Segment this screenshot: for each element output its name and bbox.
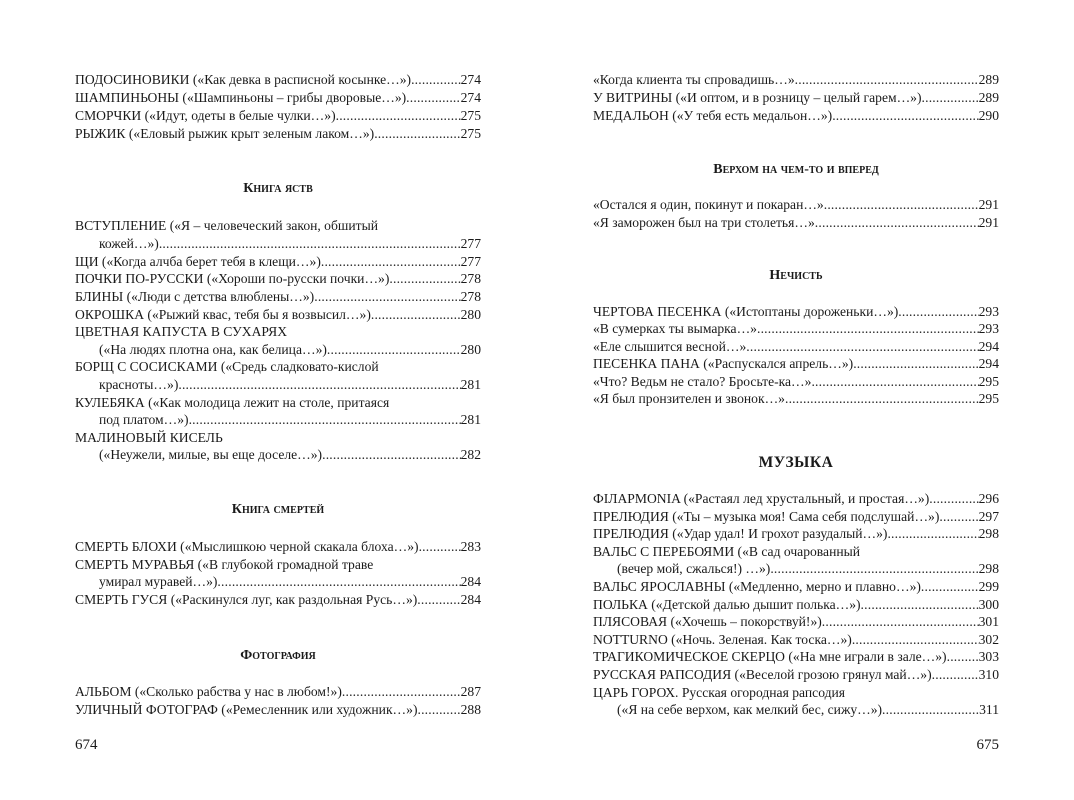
toc-page-number: 289: [978, 72, 999, 87]
toc-entry: «Я заморожен был на три столетья…» ..... 291: [593, 214, 999, 232]
major-section-heading: МУЗЫКА: [758, 454, 834, 471]
toc-entry-continuation: («Я на себе верхом, как мелкий бес, сижу…») ..... 311: [617, 701, 999, 719]
toc-entry: БОРЩ С СОСИСКАМИ («Средь сладковато-кислой: [75, 359, 379, 374]
toc-entry: ВАЛЬС ЯРОСЛАВНЫ («Медленно, мерно и плавно…») ..... 299: [593, 578, 999, 596]
toc-page-number: 278: [460, 271, 481, 286]
toc-page-number: 300: [978, 597, 999, 612]
toc-page-number: 275: [460, 108, 481, 123]
toc-page-number: 298: [978, 526, 999, 541]
toc-page-number: 294: [978, 339, 999, 354]
toc-entry: ПОДОСИНОВИКИ («Как девка в расписной косынке…») ..... 274: [75, 71, 481, 89]
toc-entry: NOTTURNO («Ночь. Зеленая. Как тоска…») ..... 302: [593, 631, 999, 649]
toc-entry: КУЛЕБЯКА («Как молодица лежит на столе, притаяся: [75, 395, 390, 410]
toc-entry: ВСТУПЛЕНИЕ («Я – человеческий закон, обшитый: [75, 218, 378, 233]
toc-page-number: 290: [978, 108, 999, 123]
toc-page-number: 295: [978, 391, 999, 406]
right-page: [593, 0, 999, 800]
toc-page-number: 297: [978, 509, 999, 524]
toc-page-number: 298: [978, 561, 999, 576]
toc-page-number: 288: [460, 702, 481, 717]
toc-entry-continuation: кожей…») ..... 277: [99, 235, 481, 253]
toc-page-number: 293: [978, 304, 999, 319]
page-number: 674: [75, 737, 98, 753]
toc-page-number: 310: [978, 667, 999, 682]
toc-page-number: 277: [460, 236, 481, 251]
toc-page-number: 301: [978, 614, 999, 629]
toc-entry: ПЕСЕНКА ПАНА («Распускался апрель…») ..... 294: [593, 355, 999, 373]
toc-entry: ОКРОШКА («Рыжий квас, тебя бы я возвысил…») ..... 280: [75, 306, 481, 324]
toc-entry: АЛЬБОМ («Сколько рабства у нас в любом!») ..... 287: [75, 683, 481, 701]
toc-entry: ПРЕЛЮДИЯ («Ты – музыка моя! Сама себя подслушай…») ..... 297: [593, 508, 999, 526]
toc-page-number: 281: [460, 377, 481, 392]
toc-page-number: 277: [460, 254, 481, 269]
toc-entry-continuation: красноты…») ..... 281: [99, 376, 481, 394]
toc-page-number: 289: [978, 90, 999, 105]
toc-entry: ЦАРЬ ГОРОХ. Русская огородная рапсодия: [593, 685, 846, 700]
toc-entry: ПРЕЛЮДИЯ («Удар удал! И грохот разудалый…») ..... 298: [593, 525, 999, 543]
toc-page-number: 282: [460, 447, 481, 462]
toc-entry: МАЛИНОВЫЙ КИСЕЛЬ: [75, 430, 223, 445]
toc-entry: ФIЛАРМОNIA («Растаял лед хрустальный, и простая…») ..... 296: [593, 490, 999, 508]
toc-page-number: 311: [979, 702, 999, 717]
toc-page-number: 280: [460, 307, 481, 322]
toc-page-number: 278: [460, 289, 481, 304]
section-heading: Верхом на чем-то и вперед: [713, 162, 879, 177]
toc-entry: ЩИ («Когда алчба берет тебя в клещи…») ..... 277: [75, 253, 481, 271]
toc-entry: У ВИТРИНЫ («И оптом, и в розницу – целый гарем…») ..... 289: [593, 89, 999, 107]
section-heading: Книга яств: [243, 181, 313, 196]
toc-entry: «Что? Ведьм не стало? Бросьте-ка…» ..... 295: [593, 373, 999, 391]
toc-entry: МЕДАЛЬОН («У тебя есть медальон…») ..... 290: [593, 107, 999, 125]
toc-page-number: 294: [978, 356, 999, 371]
toc-entry: ПОЧКИ ПО-РУССКИ («Хороши по-русски почки…») ..... 278: [75, 270, 481, 288]
toc-page-number: 287: [460, 684, 481, 699]
toc-entry: ТРАГИКОМИЧЕСКОЕ СКЕРЦО («На мне играли в зале…») ..... 303: [593, 648, 999, 666]
toc-entry: СМЕРТЬ ГУСЯ («Раскинулся луг, как раздольная Русь…») ..... 284: [75, 591, 481, 609]
toc-entry: ПЛЯСОВАЯ («Хочешь – покорствуй!») ..... 301: [593, 613, 999, 631]
toc-entry: ШАМПИНЬОНЫ («Шампиньоны – грибы дворовые…») ..... 274: [75, 89, 481, 107]
toc-entry: ПОЛЬКА («Детской далью дышит полька…») ..... 300: [593, 596, 999, 614]
section-heading: Книга смертей: [231, 502, 325, 517]
toc-entry: РЫЖИК («Еловый рыжик крыт зеленым лаком…») ..... 275: [75, 125, 481, 143]
toc-page-number: 295: [978, 374, 999, 389]
toc-entry: «Остался я один, покинут и покаран…» ..... 291: [593, 196, 999, 214]
toc-entry: «Еле слышится весной…» ..... 294: [593, 338, 999, 356]
toc-entry-continuation: («На людях плотна она, как белица…») ..... 280: [99, 341, 481, 359]
toc-entry: ЦВЕТНАЯ КАПУСТА В СУХАРЯХ: [75, 324, 288, 339]
toc-page-number: 291: [978, 197, 999, 212]
toc-page-number: 281: [460, 412, 481, 427]
toc-entry: БЛИНЫ («Люди с детства влюблены…») ..... 278: [75, 288, 481, 306]
toc-page-number: 299: [978, 579, 999, 594]
toc-entry: «Когда клиента ты спровадишь…» ..... 289: [593, 71, 999, 89]
toc-entry-continuation: под платом…») ..... 281: [99, 411, 481, 429]
toc-page-number: 274: [460, 72, 481, 87]
toc-page-number: 275: [460, 126, 481, 141]
section-heading: Нечисть: [769, 268, 823, 283]
toc-page-number: 284: [460, 574, 481, 589]
toc-page-number: 296: [978, 491, 999, 506]
toc-entry: СМЕРТЬ МУРАВЬЯ («В глубокой громадной траве: [75, 557, 374, 572]
toc-entry: ВАЛЬС С ПЕРЕБОЯМИ («В сад очарованный: [593, 544, 861, 559]
toc-entry-continuation: (вечер мой, сжалься!) …») ..... 298: [617, 560, 999, 578]
toc-entry: СМЕРТЬ БЛОХИ («Мыслишкою черной скакала блоха…») ..... 283: [75, 538, 481, 556]
left-page: [75, 0, 481, 800]
toc-entry: «Я был пронзителен и звонок…» ..... 295: [593, 390, 999, 408]
page-number: 675: [976, 737, 999, 753]
toc-entry: ЧЕРТОВА ПЕСЕНКА («Истоптаны дороженьки…») ..... 293: [593, 303, 999, 321]
toc-page-number: 303: [978, 649, 999, 664]
section-heading: Фотография: [240, 648, 316, 663]
toc-entry: РУССКАЯ РАПСОДИЯ («Веселой грозою грянул май…») ..... 310: [593, 666, 999, 684]
toc-page-number: 293: [978, 321, 999, 336]
toc-page-number: 284: [460, 592, 481, 607]
toc-entry: УЛИЧНЫЙ ФОТОГРАФ («Ремесленник или художник…») ..... 288: [75, 701, 481, 719]
toc-page-number: 283: [460, 539, 481, 554]
toc-page-number: 280: [460, 342, 481, 357]
toc-page-number: 302: [978, 632, 999, 647]
toc-entry: СМОРЧКИ («Идут, одеты в белые чулки…») ..... 275: [75, 107, 481, 125]
toc-entry-continuation: умирал муравей…») ..... 284: [99, 573, 481, 591]
toc-entry-continuation: («Неужели, милые, вы еще доселе…») ..... 282: [99, 446, 481, 464]
toc-entry: «В сумерках ты вымарка…» ..... 293: [593, 320, 999, 338]
toc-page-number: 274: [460, 90, 481, 105]
toc-page-number: 291: [978, 215, 999, 230]
